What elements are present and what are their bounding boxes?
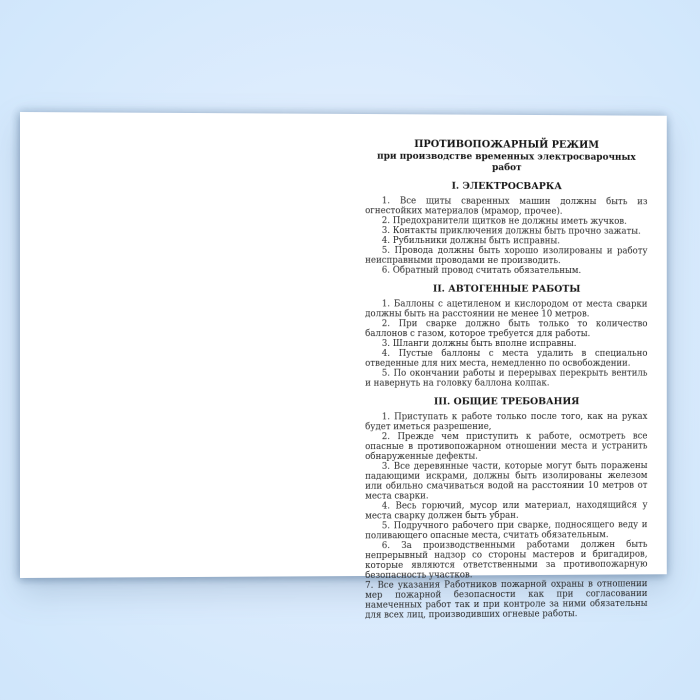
- document-page: [20, 112, 667, 621]
- document-text-column: [365, 139, 647, 620]
- section3-item-2: 2. Прежде чем приступить к работе, осмотреть все опасные в противопожарном отношении места и устранить обнаруженные дефекты.: [365, 431, 648, 462]
- section1-item-2: 2. Предохранители щитков не должны иметь жучков.: [381, 215, 627, 227]
- document-title: ПРОТИВОПОЖАРНЫЙ РЕЖИМ: [414, 139, 599, 151]
- section1-item-1: 1. Все щиты сваренных машин должны быть из огнестойких материалов (мрамор, прочее).: [365, 195, 648, 217]
- section-heading-electric-welding: I. ЭЛЕКТРОСВАРКА: [451, 180, 562, 192]
- section-heading-autogenous-works: II. АВТОГЕННЫЕ РАБОТЫ: [432, 283, 581, 295]
- section2-item-3: 3. Шланги должны быть вполне исправны.: [381, 338, 577, 349]
- section3-item-6: 6. За производственными работами должен быть непрерывный надзор со стороны мастеров и бригадиров, которые являются ответственными за противопожарную безопасность участков.: [365, 539, 648, 581]
- section1-item-5: 5. Провода должны быть хорошо изолированы и работу неисправными проводами не производить.: [365, 245, 648, 266]
- section1-item-3: 3. Контакты приключения должны быть прочно зажаты.: [381, 225, 641, 237]
- section3-item-1: 1. Приступать к работе только после того, как на руках будет иметься разрешение,: [365, 411, 648, 432]
- section-heading-general-requirements: III. ОБЩИЕ ТРЕБОВАНИЯ: [433, 395, 580, 407]
- section1-item-4: 4. Рубильники должны быть исправны.: [381, 235, 560, 246]
- section2-item-1: 1. Баллоны с ацетиленом и кислородом от места сварки должны быть на расстоянии не менее 10 метров.: [365, 298, 648, 319]
- section3-item-7: 7. Все указания Работников пожарной охраны в отношении мер пожарной безопасности как при согласовании намеченных работ так и при контроле за ними обязательны для всех лиц, производивших огневые работы.: [365, 578, 648, 621]
- section3-item-3: 3. Все деревянные части, которые могут быть поражены падающими искрами, должны быть изолированы железом или обильно смачиваться водой на расстоянии 10 метров от места сварки.: [365, 460, 648, 502]
- section2-item-5: 5. По окончании работы и перерывах перекрыть вентиль и навернуть на головку баллона колпак.: [365, 368, 648, 389]
- section2-item-2: 2. При сварке должно быть только то количество баллонов с газом, которое требуется для работы.: [365, 318, 648, 339]
- section2-item-4: 4. Пустые баллоны с места удалить в специально отведенные для них места, немедленно по освобождении.: [365, 348, 648, 369]
- section3-item-4: 4. Весь горючий, мусор или материал, находящийся у места сварку должен быть убран.: [365, 500, 648, 521]
- section3-item-5: 5. Подручного рабочего при сварке, подносящего веду и поливающего опасные места, считать обязательным.: [365, 519, 648, 541]
- document-subtitle: при производстве временных электросварочных работ: [377, 150, 636, 173]
- section1-item-6: 6. Обратный провод считать обязательным.: [381, 265, 582, 276]
